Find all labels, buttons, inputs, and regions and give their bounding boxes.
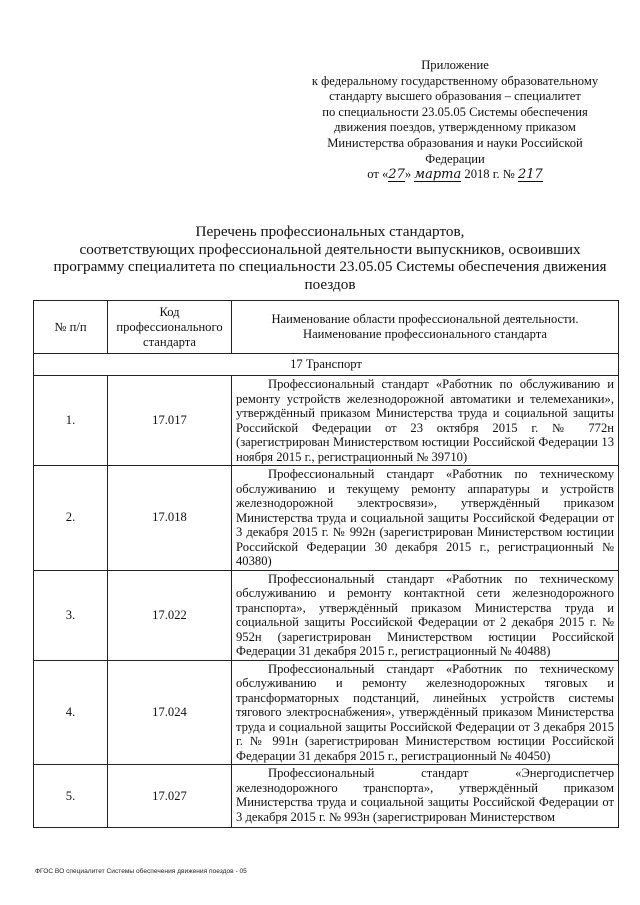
header-name: Наименование области профессиональной деятельности. Наименование профессионального стандарта <box>232 301 619 354</box>
appendix-date <box>300 167 610 183</box>
document-title <box>40 223 620 293</box>
date-mid: » <box>404 167 412 182</box>
standards-table <box>33 300 619 828</box>
table-row <box>34 466 619 571</box>
table-row <box>34 376 619 466</box>
row-number: 3. <box>34 570 108 660</box>
row-description <box>232 466 619 571</box>
date-year: 2018 г. № <box>464 167 515 182</box>
date-prefix: от « <box>367 167 389 182</box>
row-code: 17.027 <box>108 765 232 828</box>
row-code: 17.018 <box>108 466 232 571</box>
appendix-line: по специальности 23.05.05 Системы обеспечения <box>322 104 588 119</box>
row-text: Профессиональный стандарт «Работник по техническому обслуживанию и ремонту контактной сети железнодорожного транспорта», утверждённый приказом Министерства труда и социальной защиты Российской Федерации от 2 декабря 2015 г. № 952н (зарегистрирован Министерством юстиции Российской Федерации 31 декабря 2015 г., регистрационный № 40488) <box>236 571 614 658</box>
row-code: 17.017 <box>108 376 232 466</box>
row-number: 4. <box>34 660 108 765</box>
row-description <box>232 660 619 765</box>
header-code: Код профессионального стандарта <box>108 301 232 354</box>
table-row <box>34 570 619 660</box>
title-line: Перечень профессиональных стандартов, <box>195 223 465 240</box>
row-description <box>232 570 619 660</box>
appendix-line: стандарту высшего образования – специалитет <box>329 89 581 104</box>
handwritten-month: марта <box>414 167 462 183</box>
row-text: Профессиональный стандарт «Энергодиспетчер железнодорожного транспорта», утверждённый приказом Министерства труда и социальной защиты Российской Федерации от 3 декабря 2015 г. № 993н (зарегистрирован Министерством <box>236 766 614 824</box>
appendix-line: Министерства образования и науки Российской <box>327 135 583 150</box>
row-description <box>232 376 619 466</box>
row-text: Профессиональный стандарт «Работник по техническому обслуживанию и текущему ремонту аппаратуры и устройств железнодорожной электросвязи», утверждённый приказом Министерства труда и социальной защиты Российской Федерации от 3 декабря 2015 г. № 992н (зарегистрирован Министерством юстиции Российской Федерации 30 декабря 2015 г., регистрационный № 40380) <box>236 467 614 568</box>
section-row <box>34 354 619 376</box>
table-header-row <box>34 301 619 354</box>
section-label: 17 Транспорт <box>34 354 619 376</box>
row-code: 17.024 <box>108 660 232 765</box>
row-number: 2. <box>34 466 108 571</box>
handwritten-day: 27 <box>388 167 405 183</box>
row-text: Профессиональный стандарт «Работник по обслуживанию и ремонту устройств железнодорожной автоматики и телемеханики», утверждённый приказом Министерства труда и социальной защиты Российской Федерации от 23 октября 2015 г. № 772н (зарегистрирован Министерством юстиции Российской Федерации 13 ноября 2015 г., регистрационный № 39710) <box>236 377 614 464</box>
title-line: поездов <box>304 275 356 293</box>
handwritten-number: 217 <box>517 167 543 183</box>
title-line: соответствующих профессиональной деятельности выпускников, освоивших <box>79 240 581 258</box>
appendix-line: движения поездов, утвержденному приказом <box>334 120 576 135</box>
table-row <box>34 660 619 765</box>
appendix-line: Федерации <box>425 151 485 166</box>
header-num: № п/п <box>34 301 108 354</box>
title-line: программу специалитета по специальности 23.05.05 Системы обеспечения движения <box>53 258 607 275</box>
row-number: 1. <box>34 376 108 466</box>
row-code: 17.022 <box>108 570 232 660</box>
row-number: 5. <box>34 765 108 828</box>
page-footer: ФГОС ВО специалитет Системы обеспечения движения поездов - 05 <box>35 868 247 875</box>
table-row <box>34 765 619 828</box>
row-description <box>232 765 619 828</box>
row-text: Профессиональный стандарт «Работник по техническому обслуживанию и ремонту железнодорожных тяговых и трансформаторных подстанций, линейных устройств системы тягового электроснабжения», утверждённый приказом Министерства труда и социальной защиты Российской Федерации от 3 декабря 2015 г. № 991н (зарегистрирован Министерством юстиции Российской Федерации 31 декабря 2015 г., регистрационный № 40450) <box>236 661 614 763</box>
appendix-line: Приложение <box>421 58 489 72</box>
appendix-block <box>300 58 610 183</box>
appendix-line: к федеральному государственному образовательному <box>311 73 599 88</box>
